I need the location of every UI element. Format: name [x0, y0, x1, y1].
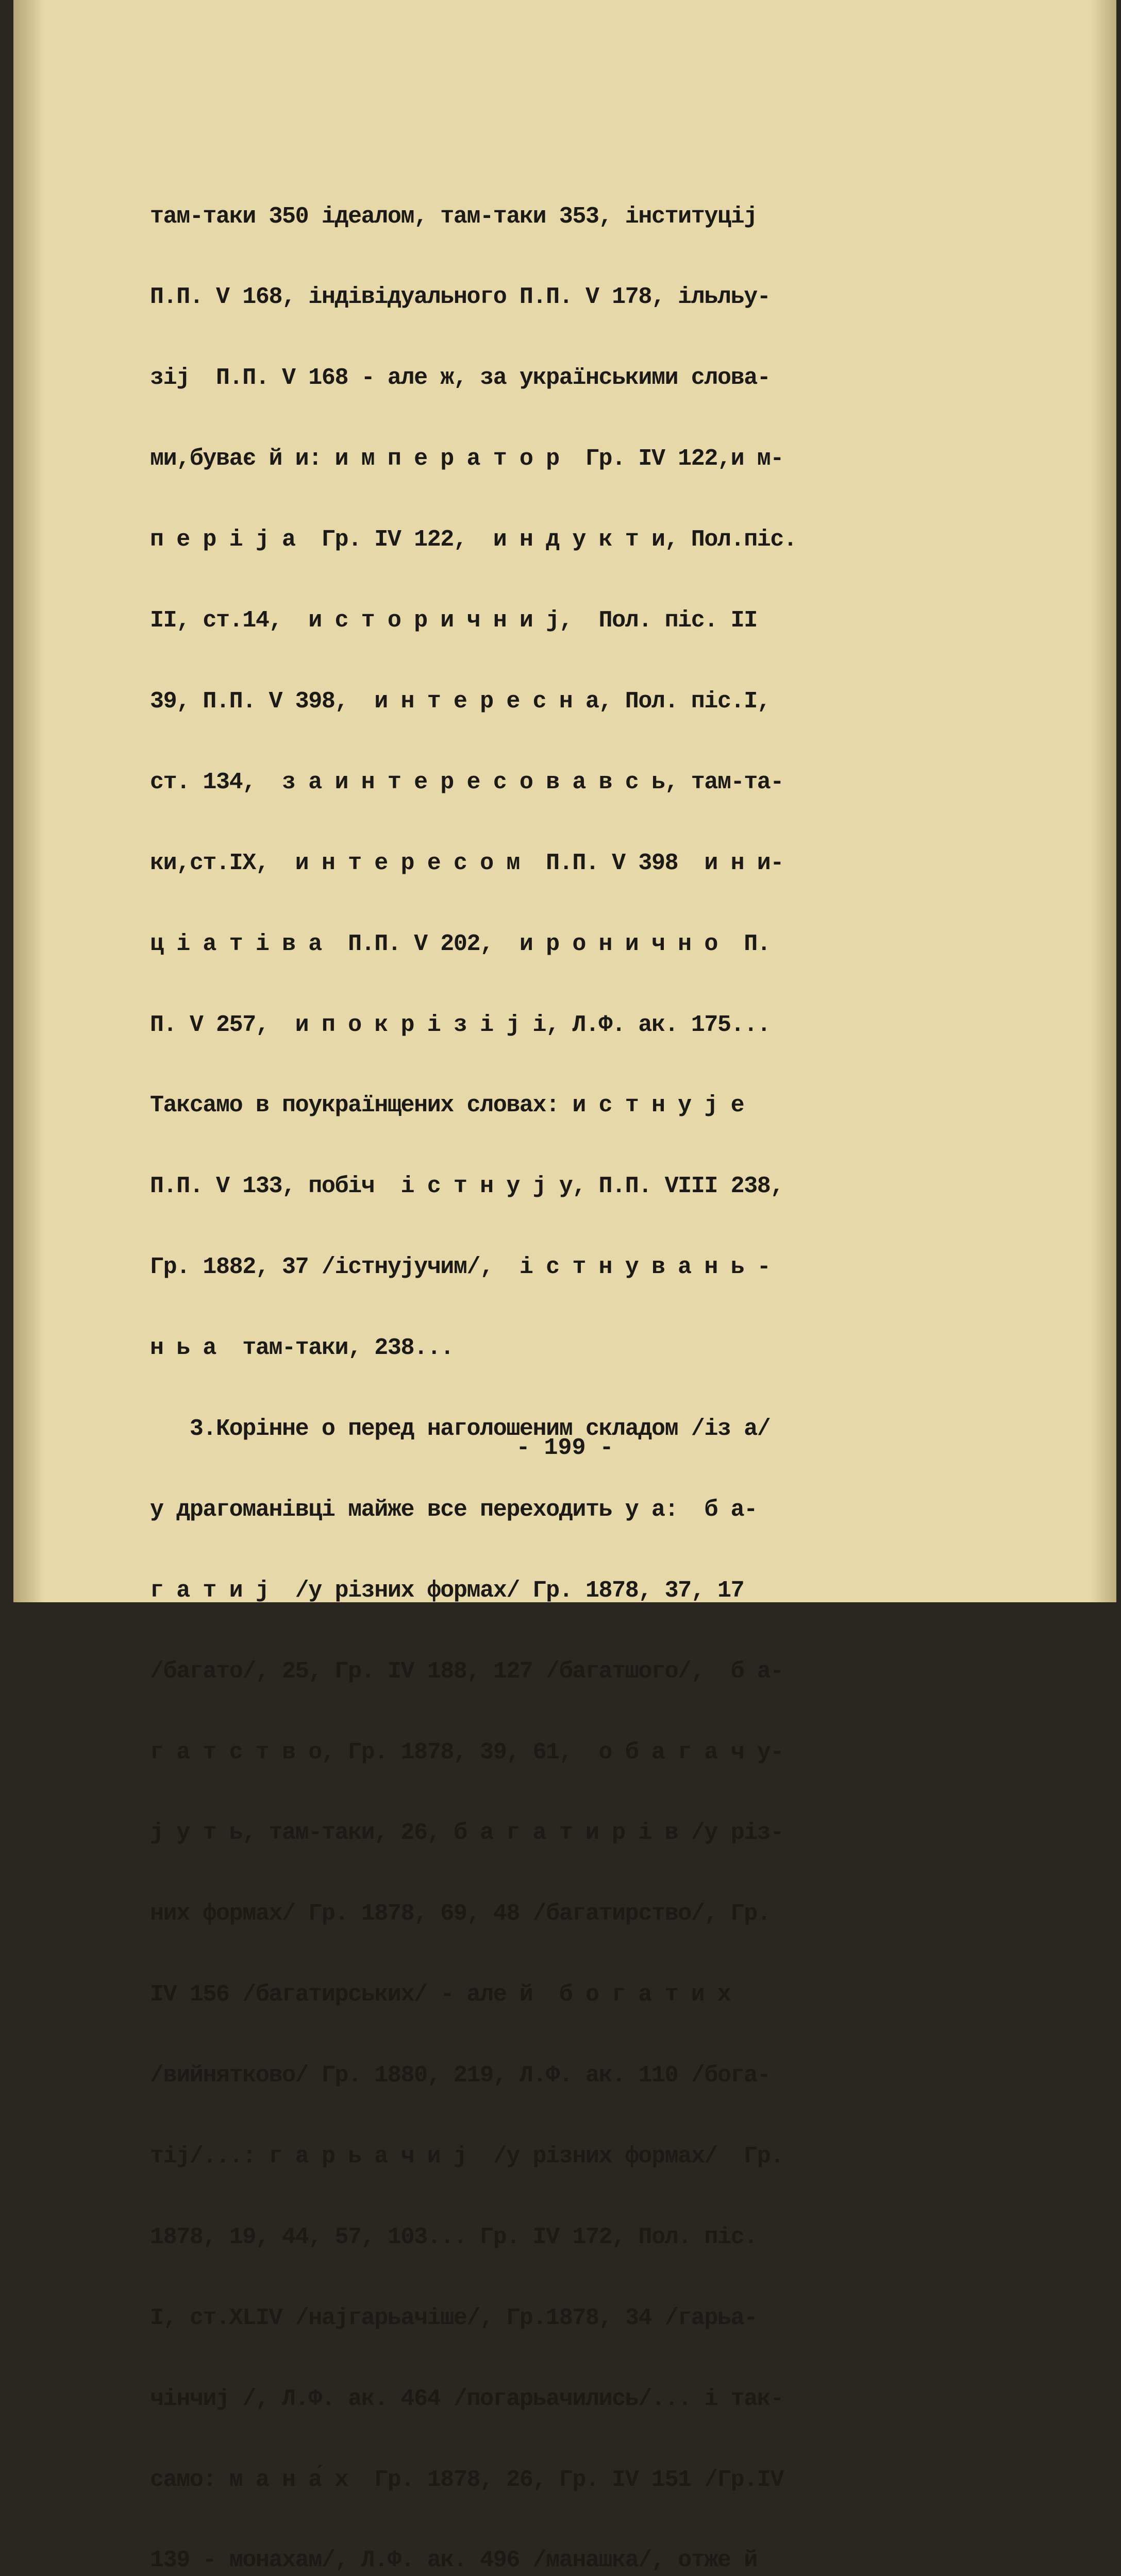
- text-line: чінчиј /, Л.Ф. ак. 464 /погарьачились/... і так-: [150, 2385, 784, 2412]
- page-edge-shadow: [1091, 0, 1116, 1602]
- text-line: ки,ст.IX, и н т е р е с о м П.П. V 398 и н и-: [150, 850, 784, 876]
- text-line: п е р і ј а Гр. IV 122, и н д у к т и, Пол.піс.: [150, 527, 797, 553]
- text-line: 3.Корінне о перед наголошеним складом /із а/: [150, 1415, 771, 1442]
- text-line: II, ст.14, и с т о р и ч н и ј, Пол. піс. II: [150, 607, 757, 634]
- text-line: тіј/...: г а р ь а ч и ј /у різних формах/ Гр.: [150, 2143, 784, 2170]
- page-gutter-shadow: [13, 0, 44, 1602]
- book-page: [13, 0, 1116, 2574]
- text-line: ц і а т і в а П.П. V 202, и р о н и ч н о П.: [150, 930, 771, 957]
- text-line: IV 156 /багатирських/ - але й б о г а т и х: [150, 1981, 731, 2008]
- page-number: - 199 -: [516, 1435, 614, 1461]
- text-line: само: м а н а́ х Гр. 1878, 26, Гр. IV 151 /Гр.IV: [150, 2466, 784, 2493]
- text-line: зіј П.П. V 168 - але ж, за українськими слова-: [150, 365, 771, 392]
- text-line: 1878, 19, 44, 57, 103... Гр. IV 172, Пол. піс.: [150, 2224, 757, 2250]
- text-line: П. V 257, и п о к р і з і ј і, Л.Ф. ак. 175...: [150, 1011, 771, 1038]
- text-line: них формах/ Гр. 1878, 69, 48 /багатирство/, Гр.: [150, 1901, 771, 1927]
- text-line: 39, П.П. V 398, и н т е р е с н а, Пол. піс.I,: [150, 688, 771, 715]
- text-line: ми,буває й и: и м п е р а т о р Гр. IV 122,и м-: [150, 446, 784, 472]
- text-line: Гр. 1882, 37 /істнујучим/, і с т н у в а н ь -: [150, 1254, 771, 1281]
- text-line: I, ст.XLIV /најгарьачіше/, Гр.1878, 34 /гарьа-: [150, 2304, 757, 2331]
- text-line: /вийнятково/ Гр. 1880, 219, Л.Ф. ак. 110 /бога-: [150, 2062, 771, 2089]
- text-line: ј у т ь, там-таки, 26, б а г а т и р і в /у різ-: [150, 1820, 784, 1846]
- text-line: /багато/, 25, Гр. IV 188, 127 /багатшого/, б а-: [150, 1658, 784, 1685]
- text-line: г а т с т в о, Гр. 1878, 39, 61, о б а г а ч у-: [150, 1739, 784, 1766]
- text-line: Таксамо в поукраїнщених словах: и с т н у ј е: [150, 1092, 744, 1119]
- text-line: 139 - монахам/, Л.Ф. ак. 496 /манашка/, отже й: [150, 2547, 757, 2574]
- text-line: ст. 134, з а и н т е р е с о в а в с ь, там-та-: [150, 769, 784, 795]
- body-text: [150, 149, 1016, 2576]
- text-line: г а т и ј /у різних формах/ Гр. 1878, 37, 17: [150, 1577, 744, 1604]
- text-line: у драгоманівці майже все переходить у а: б а-: [150, 1496, 757, 1523]
- text-line: П.П. V 133, побіч і с т н у ј у, П.П. VIII 238,: [150, 1173, 784, 1200]
- text-line: н ь а там-таки, 238...: [150, 1335, 454, 1362]
- text-line: там-таки 350 ідеалом, там-таки 353, інституцiј: [150, 203, 757, 230]
- text-line: П.П. V 168, індівідуального П.П. V 178, ільльу-: [150, 284, 771, 311]
